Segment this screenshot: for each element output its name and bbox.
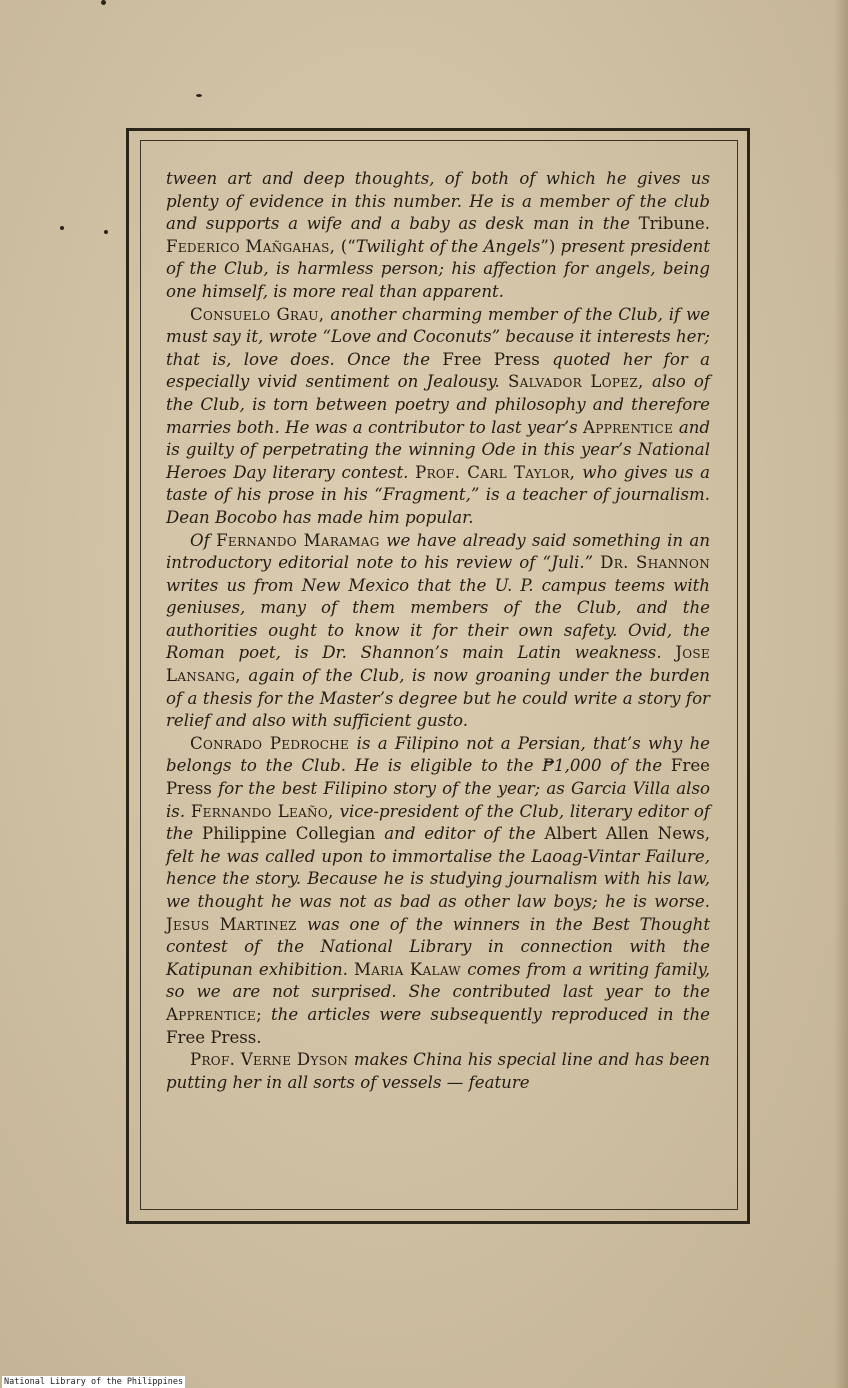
paragraph-3 <box>166 530 710 733</box>
text-run: ; <box>256 1004 271 1024</box>
text-run: writes us from New Mexico that the U. P. campus teems with geniuses, many of them members of the Club, and the authorities ought to know it for their own safety. Ovid, the Roman poet, is Dr. Shannon’s main Latin weakness. <box>166 575 710 663</box>
text-run: Twilight of the Angels <box>355 236 541 256</box>
text-run: tween art and deep thoughts, of both of which he gives us plenty of evidence in this number. He is a member of the club and supports a wife and a baby as desk man in the <box>166 169 710 234</box>
text-run: the articles were subsequently reproduced in the <box>270 1004 710 1024</box>
text-run: Philippine Collegian <box>202 824 385 844</box>
text-run: Fernando Leaño, <box>190 801 340 821</box>
text-run: Apprentice <box>166 1004 257 1024</box>
text-run: Jose Lansang, <box>166 643 710 686</box>
dust-speck <box>196 94 202 97</box>
page-edge-shadow <box>834 0 848 1388</box>
text-run: felt he was called upon to immortalise the Laoag-Vintar Failure, hence the story. Because he is studying journalism with his law, we thought he was not as bad as other law boys; he is worse. <box>166 846 710 911</box>
dust-speck <box>101 0 106 5</box>
text-run: Fernando Maramag <box>216 530 387 550</box>
text-run: (“ <box>340 236 356 256</box>
text-run: Conrado Pedroche <box>190 733 357 753</box>
text-run: Free Press. <box>166 1027 262 1047</box>
text-run: Salvador Lopez, <box>507 372 652 392</box>
library-credit-label: National Library of the Philippines <box>4 1377 184 1387</box>
text-run: Free Press <box>442 349 553 369</box>
text-run: makes China his special line and has been putting her in all sorts of vessels — feature <box>166 1050 710 1092</box>
text-run: for the best Filipino story of the year; as Garcia Villa also is. <box>166 779 710 821</box>
text-run: and is guilty of perpetrating the winning Ode in this year’s National Heroes Day literary contest. <box>166 417 711 482</box>
text-run: who gives us a taste of his prose in his “Fragment,” is a teacher of journalism. Dean Bocobo has made him popular. <box>166 462 710 527</box>
text-run: Maria Kalaw <box>353 959 468 979</box>
text-run: we have already said something in an introductory editorial note to his review of “Juli.” <box>166 530 710 573</box>
text-run: vice-president of the Club, literary editor of the <box>166 801 711 844</box>
text-run: is a Filipino not a Persian, that’s why he belongs to the Club. He is eligible to the ₱1,000 of the <box>166 733 711 776</box>
text-run: present president of the Club, is harmless person; his affection for angels, being one himself, is more real than apparent. <box>166 236 711 301</box>
text-run: Tribune. <box>638 214 710 234</box>
text-run: ”) <box>540 236 561 256</box>
paragraph-4 <box>166 733 710 1049</box>
contributors-notes-text <box>166 168 710 1094</box>
text-run: Jesus Martinez <box>166 914 307 934</box>
text-run: and editor of the <box>384 824 545 844</box>
text-run: another charming member of the Club, if we must say it, wrote “Love and Coconuts” because it interests her; that is, love does. Once the <box>166 304 710 369</box>
paragraph-5 <box>166 1049 710 1094</box>
dust-speck <box>104 230 108 234</box>
text-run: Of <box>190 530 217 550</box>
text-run: quoted her for a especially vivid sentiment on Jealousy. <box>166 349 710 392</box>
text-run: Apprentice <box>583 417 679 437</box>
text-run: was one of the winners in the Best Thought contest of the National Library in connection with the Katipunan exhibition. <box>166 914 711 979</box>
text-run: Prof. Verne Dyson <box>190 1050 354 1070</box>
paragraph-1 <box>166 168 710 304</box>
dust-speck <box>60 226 64 230</box>
text-run: Albert Allen News, <box>544 824 711 844</box>
text-run: Dr. Shannon <box>600 553 710 573</box>
text-run: Free Press <box>166 756 710 799</box>
text-run: Federico Mañgahas, <box>166 236 341 256</box>
text-run: comes from a writing family, so we are not surprised. She contributed last year to the <box>166 959 711 1002</box>
text-run: also of the Club, is torn between poetry and philosophy and therefore marries both. He was a contributor to last year’s <box>166 372 711 437</box>
paragraph-2 <box>166 304 710 530</box>
text-run: Prof. Carl Taylor, <box>415 462 583 482</box>
text-run: Consuelo Grau, <box>190 304 331 324</box>
text-run: again of the Club, is now groaning under the burden of a thesis for the Master’s degree but he could write a story for relief and also with sufficient gusto. <box>166 666 710 731</box>
